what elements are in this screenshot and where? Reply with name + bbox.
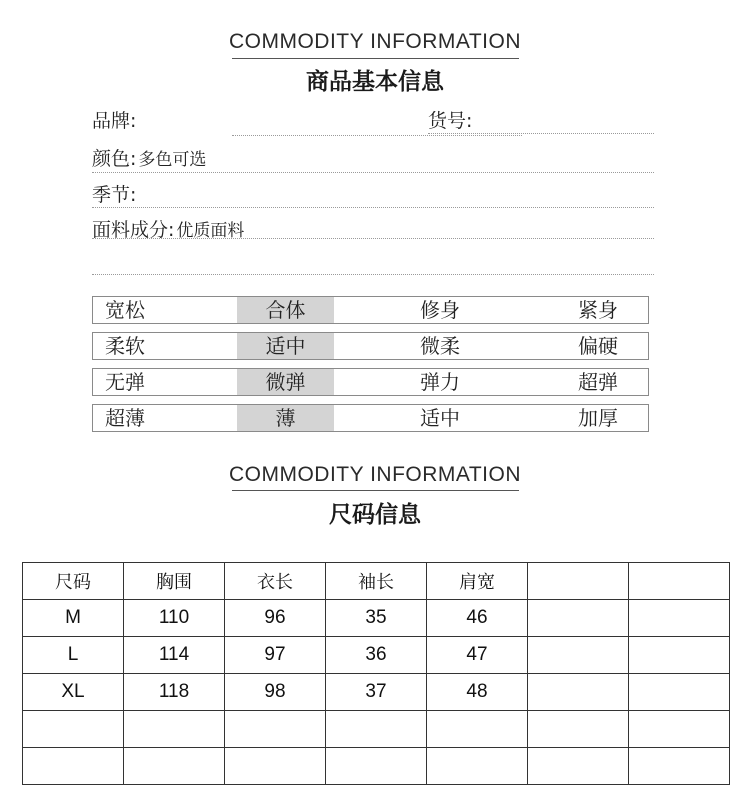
table-cell: [629, 748, 730, 785]
option-no-stretch: 无弹: [105, 370, 145, 394]
dotted-line: [428, 133, 654, 134]
header-size: 尺码: [23, 563, 124, 600]
table-cell: [326, 748, 427, 785]
option-medium-selected: 适中: [237, 333, 334, 359]
table-cell: [427, 711, 528, 748]
attribute-row-elasticity: [92, 368, 649, 396]
option-ultra-thin: 超薄: [105, 406, 145, 430]
option-stretch: 弹力: [420, 370, 460, 394]
table-cell: M: [23, 600, 124, 637]
option-tight: 紧身: [578, 298, 618, 322]
table-cell: [124, 748, 225, 785]
table-cell: 98: [225, 674, 326, 711]
header-empty: [629, 563, 730, 600]
option-thick: 加厚: [578, 406, 618, 430]
table-cell: [629, 600, 730, 637]
table-cell: [528, 748, 629, 785]
attribute-row-fit: [92, 296, 649, 324]
table-cell: 97: [225, 637, 326, 674]
header-shoulder: 肩宽: [427, 563, 528, 600]
table-cell: 47: [427, 637, 528, 674]
table-cell: [629, 674, 730, 711]
field-item-number: [428, 106, 474, 133]
option-slightly-soft: 微柔: [420, 334, 460, 358]
option-regular-selected: 合体: [237, 297, 334, 323]
table-cell: [629, 637, 730, 674]
title-underline: [232, 490, 519, 491]
option-slight-stretch-selected: 微弹: [237, 369, 334, 395]
table-row: [23, 637, 730, 674]
header-empty: [528, 563, 629, 600]
table-cell: 96: [225, 600, 326, 637]
table-cell: [528, 674, 629, 711]
field-brand: [92, 106, 138, 133]
option-slim: 修身: [420, 298, 460, 322]
option-thin-selected: 薄: [237, 405, 334, 431]
table-cell: [629, 711, 730, 748]
table-row: [23, 748, 730, 785]
table-cell: 48: [427, 674, 528, 711]
table-cell: [528, 637, 629, 674]
table-cell: [225, 748, 326, 785]
field-fabric-value: 优质面料: [176, 221, 245, 241]
table-cell: 110: [124, 600, 225, 637]
option-super-stretch: 超弹: [578, 370, 618, 394]
commodity-info-title-zh: 商品基本信息: [306, 69, 444, 95]
table-row: [23, 711, 730, 748]
table-cell: [225, 711, 326, 748]
size-info-title-en: COMMODITY INFORMATION: [228, 463, 522, 486]
field-season: [92, 180, 138, 207]
attribute-row-softness: [92, 332, 649, 360]
table-cell: [124, 711, 225, 748]
field-item-number-label: 货号:: [428, 110, 473, 132]
table-cell: 114: [124, 637, 225, 674]
dotted-line: [232, 135, 522, 136]
table-cell: [326, 711, 427, 748]
option-stiff: 偏硬: [578, 334, 618, 358]
table-cell: [528, 600, 629, 637]
field-fabric-label: 面料成分:: [92, 219, 175, 241]
table-cell: [427, 748, 528, 785]
field-color-label: 颜色:: [92, 148, 137, 170]
table-cell: L: [23, 637, 124, 674]
size-info-title-zh: 尺码信息: [329, 502, 421, 528]
header-sleeve: 袖长: [326, 563, 427, 600]
field-season-label: 季节:: [92, 184, 137, 206]
table-cell: 118: [124, 674, 225, 711]
header-length: 衣长: [225, 563, 326, 600]
field-color: [92, 144, 206, 171]
table-cell: 35: [326, 600, 427, 637]
table-row: [23, 674, 730, 711]
table-cell: [23, 711, 124, 748]
commodity-info-title-en: COMMODITY INFORMATION: [228, 30, 522, 53]
title-underline: [232, 58, 519, 59]
dotted-line: [92, 274, 654, 275]
table-cell: XL: [23, 674, 124, 711]
table-cell: 37: [326, 674, 427, 711]
dotted-line: [92, 172, 654, 173]
table-cell: [528, 711, 629, 748]
option-loose: 宽松: [105, 298, 145, 322]
size-table: [22, 562, 730, 785]
dotted-line: [92, 207, 654, 208]
table-cell: 36: [326, 637, 427, 674]
table-cell: [23, 748, 124, 785]
attribute-row-thickness: [92, 404, 649, 432]
option-soft: 柔软: [105, 334, 145, 358]
table-row: [23, 600, 730, 637]
option-medium-thickness: 适中: [420, 406, 460, 430]
size-table-header: [23, 563, 730, 600]
table-cell: 46: [427, 600, 528, 637]
header-chest: 胸围: [124, 563, 225, 600]
field-brand-label: 品牌:: [92, 110, 137, 132]
field-color-value: 多色可选: [138, 150, 207, 170]
dotted-line: [92, 238, 654, 239]
